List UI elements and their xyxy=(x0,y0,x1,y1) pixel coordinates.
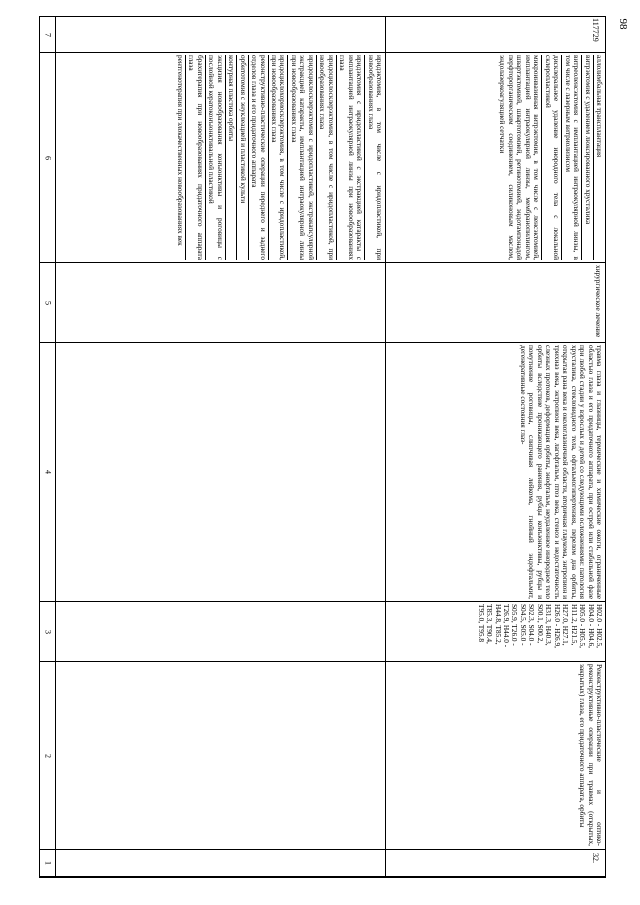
method-item: микроинвазивная витрэктомия, в том числе с ленсэктомией, имплантацией интраокулярной линзы, мембранопилингом, швартэктомией, швартотомией, ретинотомией, эндотампонадой перфторорганическим соединением, силиконовым маслом, эндолазеркоагуляцией сетчатки xyxy=(498,55,542,260)
codes-cell xyxy=(386,602,605,661)
method-item: орбитотомия с энуклеацией и пластикой культи xyxy=(236,55,247,260)
method-item: иридоциклохориосклерэктомия, в том числе с иридопластикой, при новообразованиях глаза xyxy=(268,55,288,260)
method-item: иридэктомия, в том числе с иридопластикой, при новообразованиях глаза xyxy=(364,55,384,260)
header-cell-1: 1 xyxy=(43,861,52,865)
methods-cell-row-32 xyxy=(386,53,605,262)
header-cell-5: 5 xyxy=(43,300,52,305)
method-item: дисклеральное удаление инородного тела с локальной склеропластикой xyxy=(541,55,561,260)
model-cell xyxy=(386,343,605,601)
method-item: брахитерапия при новообразованиях придаточного аппарата глаза xyxy=(185,55,205,260)
method-item: иридэктомия с иридопластикой с экстракцией катаракты с имплантацией интраокулярной линзы при новообразованиях глаза xyxy=(336,55,364,260)
page-number: 98 xyxy=(617,18,629,30)
method-item: витрэктомия с удалением люксированного хрусталика xyxy=(581,55,592,260)
header-cell-3: 3 xyxy=(43,629,52,634)
method-item: рентгенотерапия при злокачественных новообразованиях век xyxy=(175,55,185,246)
method-item: иридоциклосклерэктомия, в том числе с иридопластикой, при новообразованиях глаза xyxy=(316,55,336,260)
treatment-cell xyxy=(386,263,605,342)
header-cell-7: 7 xyxy=(43,32,52,37)
methods-cell-top xyxy=(56,53,385,262)
table-border-bottom xyxy=(39,876,606,878)
row-number: 32. xyxy=(591,853,600,863)
method-item: витреоленсэктомия с имплантацией интраокулярной линзы, в том числе с лазерным витриолизисом xyxy=(561,55,581,260)
cost-value: 117729 xyxy=(591,18,600,42)
header-cell-2: 2 xyxy=(43,753,52,758)
cost-cell xyxy=(386,17,605,52)
name-cell xyxy=(386,662,605,849)
table-line xyxy=(605,16,606,877)
method-item: аллолимбальная трансплантация xyxy=(593,55,604,260)
name-value: Реконструктивно-пластические и оптико-реконструктивные операции при травмах (открытых, закрытых) глаза, его придаточного аппарата, орбиты xyxy=(578,664,604,846)
header-cell-6: 6 xyxy=(43,155,52,160)
codes-value: H02.0 - H02.5, H04.0 - H04.6, H05.0 - H05.5, H11.2, H21.5, H27.0, H27.1, H26.0 - H26.9, H31.3, H40.3, S00.1, S00.2, S02.3, S04.0 - S04.5, S05.0 - S05.9, T26.0 - T26.9, H44.0 - H44.8, T85.2, T85.3, T90.4, T95.0, T95.8 xyxy=(476,604,604,648)
model-value: травма глаза и глазницы, термические и химические ожоги, ограниченные областью глаза и его придаточного аппарата, при острой или стабильной фазе при любой стадии у взрослых и детей со следующими осложнениями: патология хрусталика, стекловидного тела, офтальмогипертензия, перелом дна орбиты, открытая рана века и окологлазничной области, вторичная глаукома, энтропион и трихиаз века, эктропион века, лагофтальм, птоз века, стеноз и недостаточность слезных протоков, деформация орбиты, энофтальм, неудаленное инородное тело орбиты вследствие проникающего ранения, рубцы конъюнктивы, рубцы и помутнение роговицы, слипчивая лейкома, гнойный эндофтальмит, дегенеративные состояния глаз- xyxy=(518,345,604,599)
method-item: реконструктивно-пластические операции переднего и заднего отделов глаза и его придаточного аппарата xyxy=(248,55,268,260)
method-item: контурная пластика орбиты xyxy=(225,55,236,260)
method-item: иридоциклосклерэктомия с иридопластикой, экстракапсулярной экстракцией катаракты, имплантацией интраокулярной линзы при новообразованиях глаза xyxy=(287,55,315,260)
row-number-cell xyxy=(386,850,605,876)
header-cell-4: 4 xyxy=(43,470,52,474)
method-item: эксцизия новообразования конъюнктивы и роговицы с послойной кератоконъюнктивальной пластикой xyxy=(205,55,225,260)
treatment-value: хирургическое лечение xyxy=(594,265,603,338)
